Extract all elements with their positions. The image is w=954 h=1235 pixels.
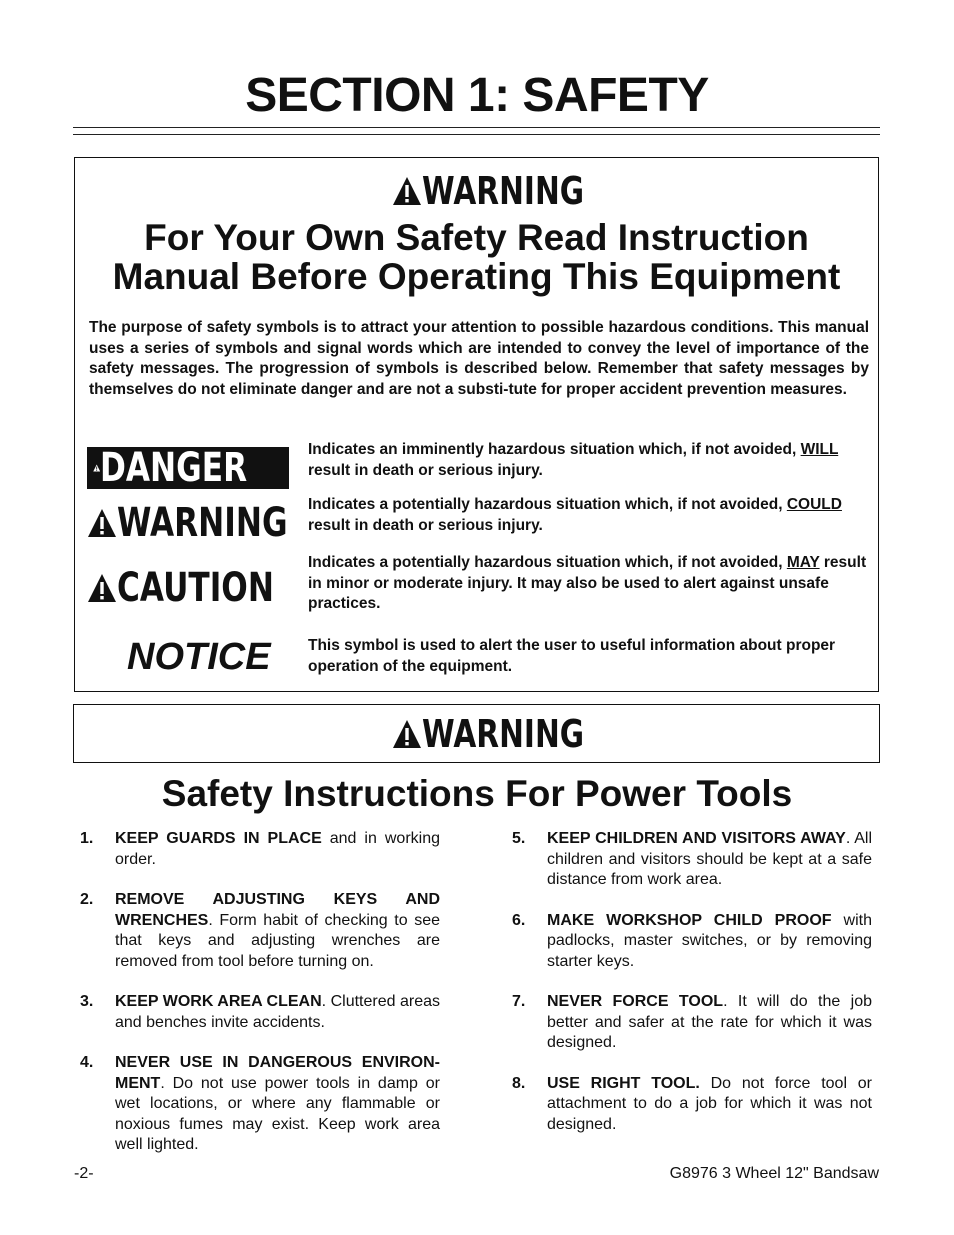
- instruction-item: 5. KEEP CHILDREN AND VISITORS AWAY. All children and visitors should be kept at a safe distance from work area.: [512, 830, 872, 888]
- title-rule-top: [73, 127, 880, 128]
- caution-description: Indicates a potentially hazardous situation which, if not avoided, MAY result in minor or moderate injury. It may also be used to alert against unsafe practices.: [308, 554, 867, 612]
- instruction-item: 6. MAKE WORKSHOP CHILD PROOF with padlocks, master switches, or by removing starter keys.: [512, 911, 872, 970]
- warning-triangle-icon: [392, 719, 422, 749]
- section-title: SECTION 1: SAFETY: [245, 69, 709, 122]
- danger-description: Indicates an imminently hazardous situation which, if not avoided, WILL result in death or serious injury.: [308, 441, 839, 479]
- danger-signal-word: DANGER: [100, 445, 248, 491]
- footer-model: G8976 3 Wheel 12" Bandsaw: [669, 1165, 879, 1182]
- heading-line-1: For Your Own Safety Read Instruction: [144, 217, 809, 258]
- instruction-item: 3. KEEP WORK AREA CLEAN. Cluttered areas and benches invite accidents.: [80, 993, 441, 1031]
- level-danger: [87, 440, 867, 496]
- instructions-left-column: [80, 829, 440, 1176]
- level-caution: [87, 553, 867, 623]
- warning-signal-word: WARNING: [421, 169, 584, 213]
- caution-badge: [87, 567, 318, 609]
- level-warning: [87, 495, 867, 551]
- instructions-right-column: [512, 829, 872, 1155]
- danger-badge: [87, 447, 289, 489]
- warning-description: Indicates a potentially hazardous situation which, if not avoided, COULD result in death or serious injury.: [308, 496, 842, 534]
- caution-triangle-icon: [87, 573, 117, 603]
- title-rule-bottom: [73, 134, 880, 135]
- warning-triangle-icon: [392, 176, 422, 206]
- page-number: -2-: [74, 1165, 94, 1182]
- safety-read-manual-heading: [75, 218, 878, 296]
- caution-signal-word: CAUTION: [117, 565, 274, 611]
- warning-signal-header: [75, 169, 878, 213]
- instruction-item: 2. REMOVE ADJUSTING KEYS AND WRENCHES. Form habit of checking to see that keys and adjusting wrenches are removed from tool before turning on.: [80, 891, 440, 970]
- safety-symbols-box: [74, 157, 879, 692]
- safety-symbols-intro: The purpose of safety symbols is to attract your attention to possible hazardous conditions. This manual uses a series of symbols and signal words which are intended to convey the level of importance of the safety messages. The progression of symbols is described below. Remember that safety messages by themselves do not eliminate danger and are not a substi-tute for proper accident prevention measures.: [89, 319, 869, 398]
- notice-description: This symbol is used to alert the user to useful information about proper operation of the equipment.: [308, 637, 836, 675]
- warning-signal-word: WARNING: [421, 712, 584, 756]
- power-tools-warning-box: [73, 704, 880, 763]
- instructions-heading: Safety Instructions For Power Tools: [161, 773, 793, 814]
- warning-signal-header: [74, 712, 879, 756]
- instruction-item: 7. NEVER FORCE TOOL. It will do the job better and safer at the rate for which it was designed.: [512, 993, 873, 1051]
- instruction-item: 4. NEVER USE IN DANGEROUS ENVIRON-MENT. Do not use power tools in damp or wet locations, or where any flammable or noxious fumes may exist. Keep work area well lighted.: [80, 1054, 440, 1153]
- instruction-item: 8. USE RIGHT TOOL. Do not force tool or attachment to do a job for which it was not designed.: [512, 1074, 873, 1133]
- warning-level-word: WARNING: [117, 500, 288, 546]
- warning-triangle-icon: [87, 508, 117, 538]
- instruction-item: 1. KEEP GUARDS IN PLACE and in working order.: [80, 830, 440, 868]
- heading-line-2: Manual Before Operating This Equipment: [112, 256, 841, 297]
- warning-badge: [87, 502, 336, 544]
- notice-signal-word: NOTICE: [127, 636, 271, 678]
- level-notice: [87, 634, 867, 680]
